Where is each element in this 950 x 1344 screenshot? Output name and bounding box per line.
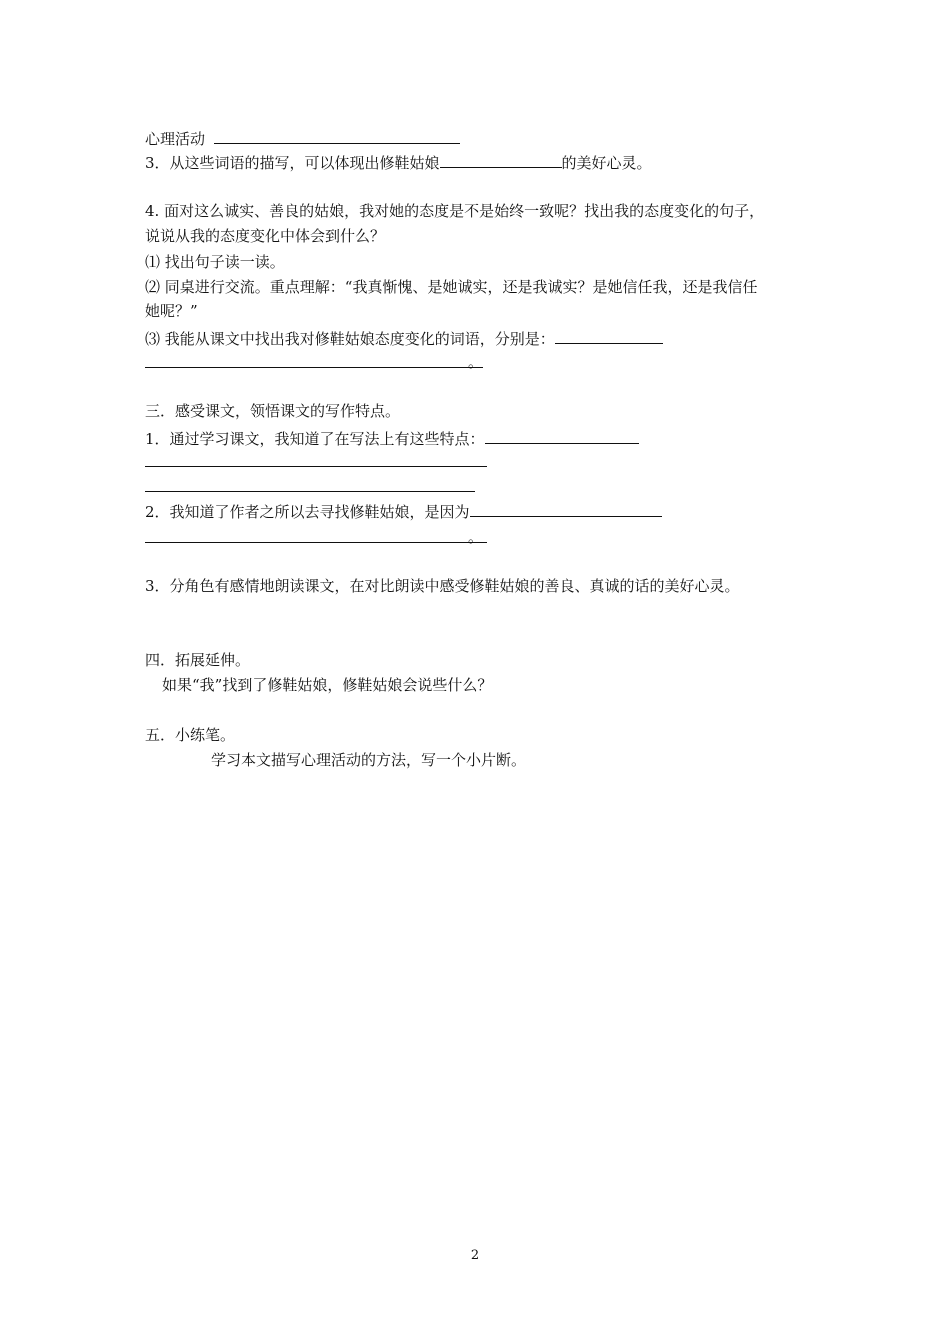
section3-heading: 三．感受课文，领悟课文的写作特点。 [145, 402, 401, 420]
q4-sub3-end-mark: 。 [468, 353, 484, 371]
mental-activity-line [145, 127, 460, 147]
section3-q1-text: 1．通过学习课文，我知道了在写法上有这些特点： [145, 430, 485, 448]
section5-task: 学习本文描写心理活动的方法，写一个小片断。 [211, 751, 527, 769]
section3-q1-blank-3[interactable] [145, 491, 475, 492]
section3-q2-blank-2[interactable] [145, 542, 487, 543]
question-4-sub1: ⑴ 找出句子读一读。 [145, 253, 285, 271]
q4-sub3-blank-1[interactable] [555, 327, 663, 344]
q4-sub3-blank-2[interactable] [145, 367, 483, 368]
mental-activity-label: 心理活动 [145, 130, 206, 148]
q3-blank[interactable] [440, 151, 562, 168]
section3-q2-blank-1[interactable] [470, 500, 662, 517]
q3-suffix: 的美好心灵。 [561, 154, 652, 172]
section4-question: 如果“我”找到了修鞋姑娘，修鞋姑娘会说些什么？ [162, 676, 493, 694]
section3-q1 [145, 427, 639, 447]
q4-sub3-text: ⑶ 我能从课文中找出我对修鞋姑娘态度变化的词语，分别是： [145, 330, 555, 348]
section3-q3: 3．分角色有感情地朗读课文，在对比朗读中感受修鞋姑娘的善良、真诚的话的美好心灵。 [145, 577, 740, 595]
page-number: 2 [470, 1248, 480, 1263]
section3-q1-blank-1[interactable] [485, 427, 639, 444]
section4-heading: 四．拓展延伸。 [145, 651, 251, 669]
question-4-sub2-line1: ⑵ 同桌进行交流。重点理解：“我真惭愧、是她诚实，还是我诚实？是她信任我，还是我信任 [145, 278, 758, 296]
section3-q1-blank-2[interactable] [145, 466, 487, 467]
question-4-line1: 4. 面对这么诚实、善良的姑娘，我对她的态度是不是始终一致呢？找出我的态度变化的句子， [145, 202, 765, 220]
mental-activity-blank[interactable] [214, 127, 460, 144]
question-3-section2 [145, 151, 652, 171]
section3-q2-text: 2．我知道了作者之所以去寻找修鞋姑娘，是因为 [145, 503, 470, 521]
question-4-sub2-line2: 她呢？” [145, 302, 198, 320]
question-4-line2: 说说从我的态度变化中体会到什么？ [145, 227, 386, 245]
section5-heading: 五．小练笔。 [145, 726, 236, 744]
q3-prefix: 3．从这些词语的描写，可以体现出修鞋姑娘 [145, 154, 440, 172]
section3-q2-end-mark: 。 [468, 528, 484, 546]
section3-q2 [145, 500, 662, 520]
question-4-sub3 [145, 327, 663, 347]
